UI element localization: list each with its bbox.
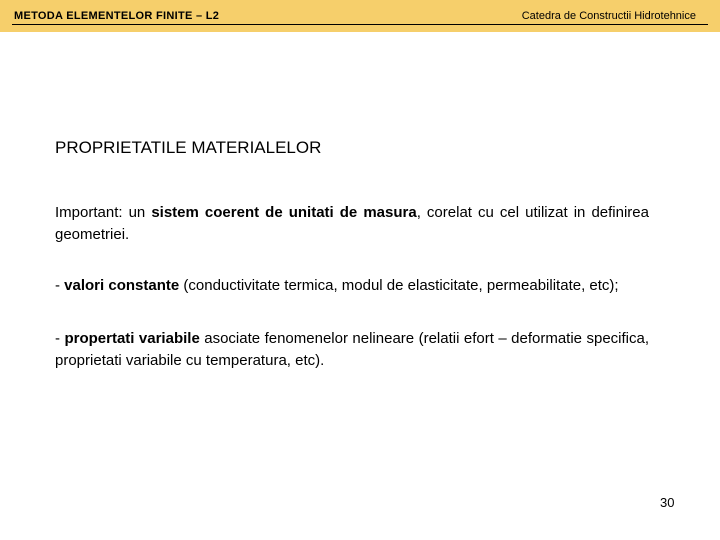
- paragraph-constant-dash: -: [55, 277, 65, 294]
- paragraph-units-prefix: Important: un: [55, 204, 152, 221]
- paragraph-variable-dash: -: [55, 330, 65, 347]
- department-name: Catedra de Constructii Hidrotehnice: [521, 10, 696, 22]
- paragraph-variable-suffix: asociate fenomenelor nelineare (relatii efort – deformatie specifica, proprietati variabile cu temperatura, etc).: [55, 330, 649, 369]
- paragraph-constant-suffix: (conductivitate termica, modul de elasticitate, permeabilitate, etc);: [179, 277, 619, 294]
- paragraph-units: [55, 202, 649, 246]
- paragraph-variable-properties: [55, 328, 649, 372]
- paragraph-constant-emphasis: valori constante: [64, 277, 180, 294]
- paragraph-units-emphasis: sistem coerent de unitati de masura: [151, 204, 417, 221]
- page-number: 30: [660, 495, 675, 510]
- header-divider: [12, 24, 708, 25]
- paragraph-variable-emphasis: propertati variabile: [64, 330, 200, 347]
- slide-title: PROPRIETATILE MATERIALELOR: [55, 138, 322, 157]
- paragraph-constant-values: [55, 275, 649, 297]
- paragraph-units-suffix: , corelat cu cel utilizat in definirea geometriei.: [55, 204, 649, 243]
- course-title: METODA ELEMENTELOR FINITE – L2: [14, 10, 220, 22]
